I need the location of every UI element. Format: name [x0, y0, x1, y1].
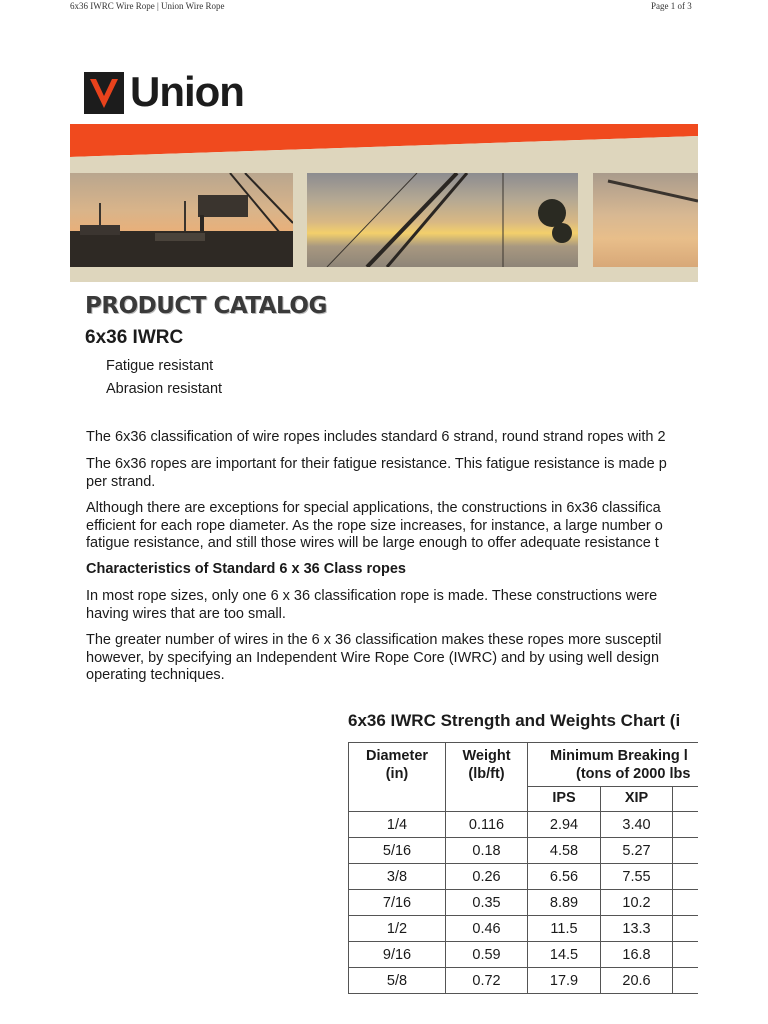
table-cell: 1/2: [349, 916, 446, 942]
text-line: operating techniques.: [86, 667, 225, 683]
paragraph-exceptions: [86, 500, 698, 553]
catalog-title: PRODUCT CATALOG: [85, 293, 327, 319]
table-cell: 6.56: [528, 864, 601, 890]
table-row: [349, 812, 699, 838]
table-cell: 5.27: [601, 838, 673, 864]
text-line: The greater number of wires in the 6 x 36 classification makes these ropes more susceptil: [86, 632, 662, 648]
table-cell: 0.46: [446, 916, 528, 942]
text-line: fatigue resistance, and still those wires will be large enough to offer adequate resistance t: [86, 535, 659, 551]
feature-list: [106, 358, 222, 404]
header-line: (lb/ft): [468, 765, 505, 782]
text-line: Characteristics of Standard 6 x 36 Class ropes: [86, 561, 406, 577]
header-line: Diameter: [365, 748, 429, 764]
text-line: however, by specifying an Independent Wire Rope Core (IWRC) and by using well design: [86, 649, 660, 666]
paragraph-sizes: [86, 588, 698, 623]
text-line: The 6x36 ropes are important for their fatigue resistance. This fatigue resistance is made p: [86, 456, 667, 472]
table-cell: [673, 890, 699, 916]
header-line: Weight: [462, 748, 511, 764]
table-cell: 3/8: [349, 864, 446, 890]
table-row: [349, 890, 699, 916]
table-row: [349, 864, 699, 890]
feature-item: Abrasion resistant: [106, 381, 223, 397]
logo-text: Union: [130, 68, 244, 115]
table-cell: 17.9: [528, 968, 601, 994]
header-weight: [446, 743, 528, 812]
table-cell: 9/16: [349, 942, 446, 968]
table-cell: 0.18: [446, 838, 528, 864]
print-header-page: Page 1 of 3: [651, 1, 692, 11]
table-cell: [673, 968, 699, 994]
text-line: In most rope sizes, only one 6 x 36 classification rope is made. These constructions were: [86, 588, 658, 604]
table-cell: 5/16: [349, 838, 446, 864]
table-cell: 5/8: [349, 968, 446, 994]
orange-band: [70, 124, 698, 157]
table-cell: 0.26: [446, 864, 528, 890]
crane-sunset-photo: [307, 173, 578, 267]
chart-title: 6x36 IWRC Strength and Weights Chart (i: [348, 711, 681, 730]
crane-boom-photo: [593, 173, 698, 267]
text-line: efficient for each rope diameter. As the rope size increases, for instance, a large number o: [86, 517, 663, 534]
table-cell: 0.59: [446, 942, 528, 968]
print-header: [0, 0, 768, 14]
table-cell: 2.94: [528, 812, 601, 838]
table-cell: 4.58: [528, 838, 601, 864]
construction-site-photo: [70, 173, 293, 267]
table-cell: 1/4: [349, 812, 446, 838]
table-cell: 3.40: [601, 812, 673, 838]
paragraph-intro: [86, 429, 698, 447]
header-line: (in): [385, 765, 409, 782]
header-line: (tons of 2000 lbs: [576, 765, 691, 782]
header-line: Minimum Breaking l: [550, 748, 688, 764]
union-v-icon: [84, 72, 124, 114]
strength-weight-table: [348, 742, 698, 997]
table-cell: 11.5: [528, 916, 601, 942]
header-ips: IPS: [528, 787, 601, 812]
header-xip: XIP: [601, 787, 673, 812]
table-row: [349, 968, 699, 994]
header-diameter: [349, 743, 446, 812]
table-row: [349, 916, 699, 942]
table-cell: [673, 838, 699, 864]
table-row: [349, 942, 699, 968]
table-cell: [673, 864, 699, 890]
table-cell: 10.2: [601, 890, 673, 916]
table-cell: 16.8: [601, 942, 673, 968]
feature-item: Fatigue resistant: [106, 358, 214, 374]
product-name: 6x36 IWRC: [85, 327, 184, 348]
print-header-title: 6x36 IWRC Wire Rope | Union Wire Rope: [70, 1, 225, 11]
table-cell: 0.116: [446, 812, 528, 838]
table-cell: 0.72: [446, 968, 528, 994]
table-cell: [673, 812, 699, 838]
table-cell: 20.6: [601, 968, 673, 994]
table-cell: 13.3: [601, 916, 673, 942]
table-row: [349, 838, 699, 864]
table-cell: 7.55: [601, 864, 673, 890]
header-cell: [673, 787, 699, 812]
text-line: having wires that are too small.: [86, 605, 286, 622]
table-cell: 8.89: [528, 890, 601, 916]
header-breaking-strength: [528, 743, 699, 787]
table-cell: 7/16: [349, 890, 446, 916]
table-cell: 14.5: [528, 942, 601, 968]
text-line: The 6x36 classification of wire ropes includes standard 6 strand, round strand ropes with 2: [86, 429, 666, 445]
table-cell: 0.35: [446, 890, 528, 916]
text-line: per strand.: [86, 473, 156, 490]
paragraph-wires: [86, 632, 698, 685]
table-cell: [673, 942, 699, 968]
table-cell: [673, 916, 699, 942]
text-line: Although there are exceptions for special applications, the constructions in 6x36 classifica: [86, 500, 661, 516]
section-heading: [86, 561, 698, 579]
paragraph-fatigue: [86, 456, 698, 491]
